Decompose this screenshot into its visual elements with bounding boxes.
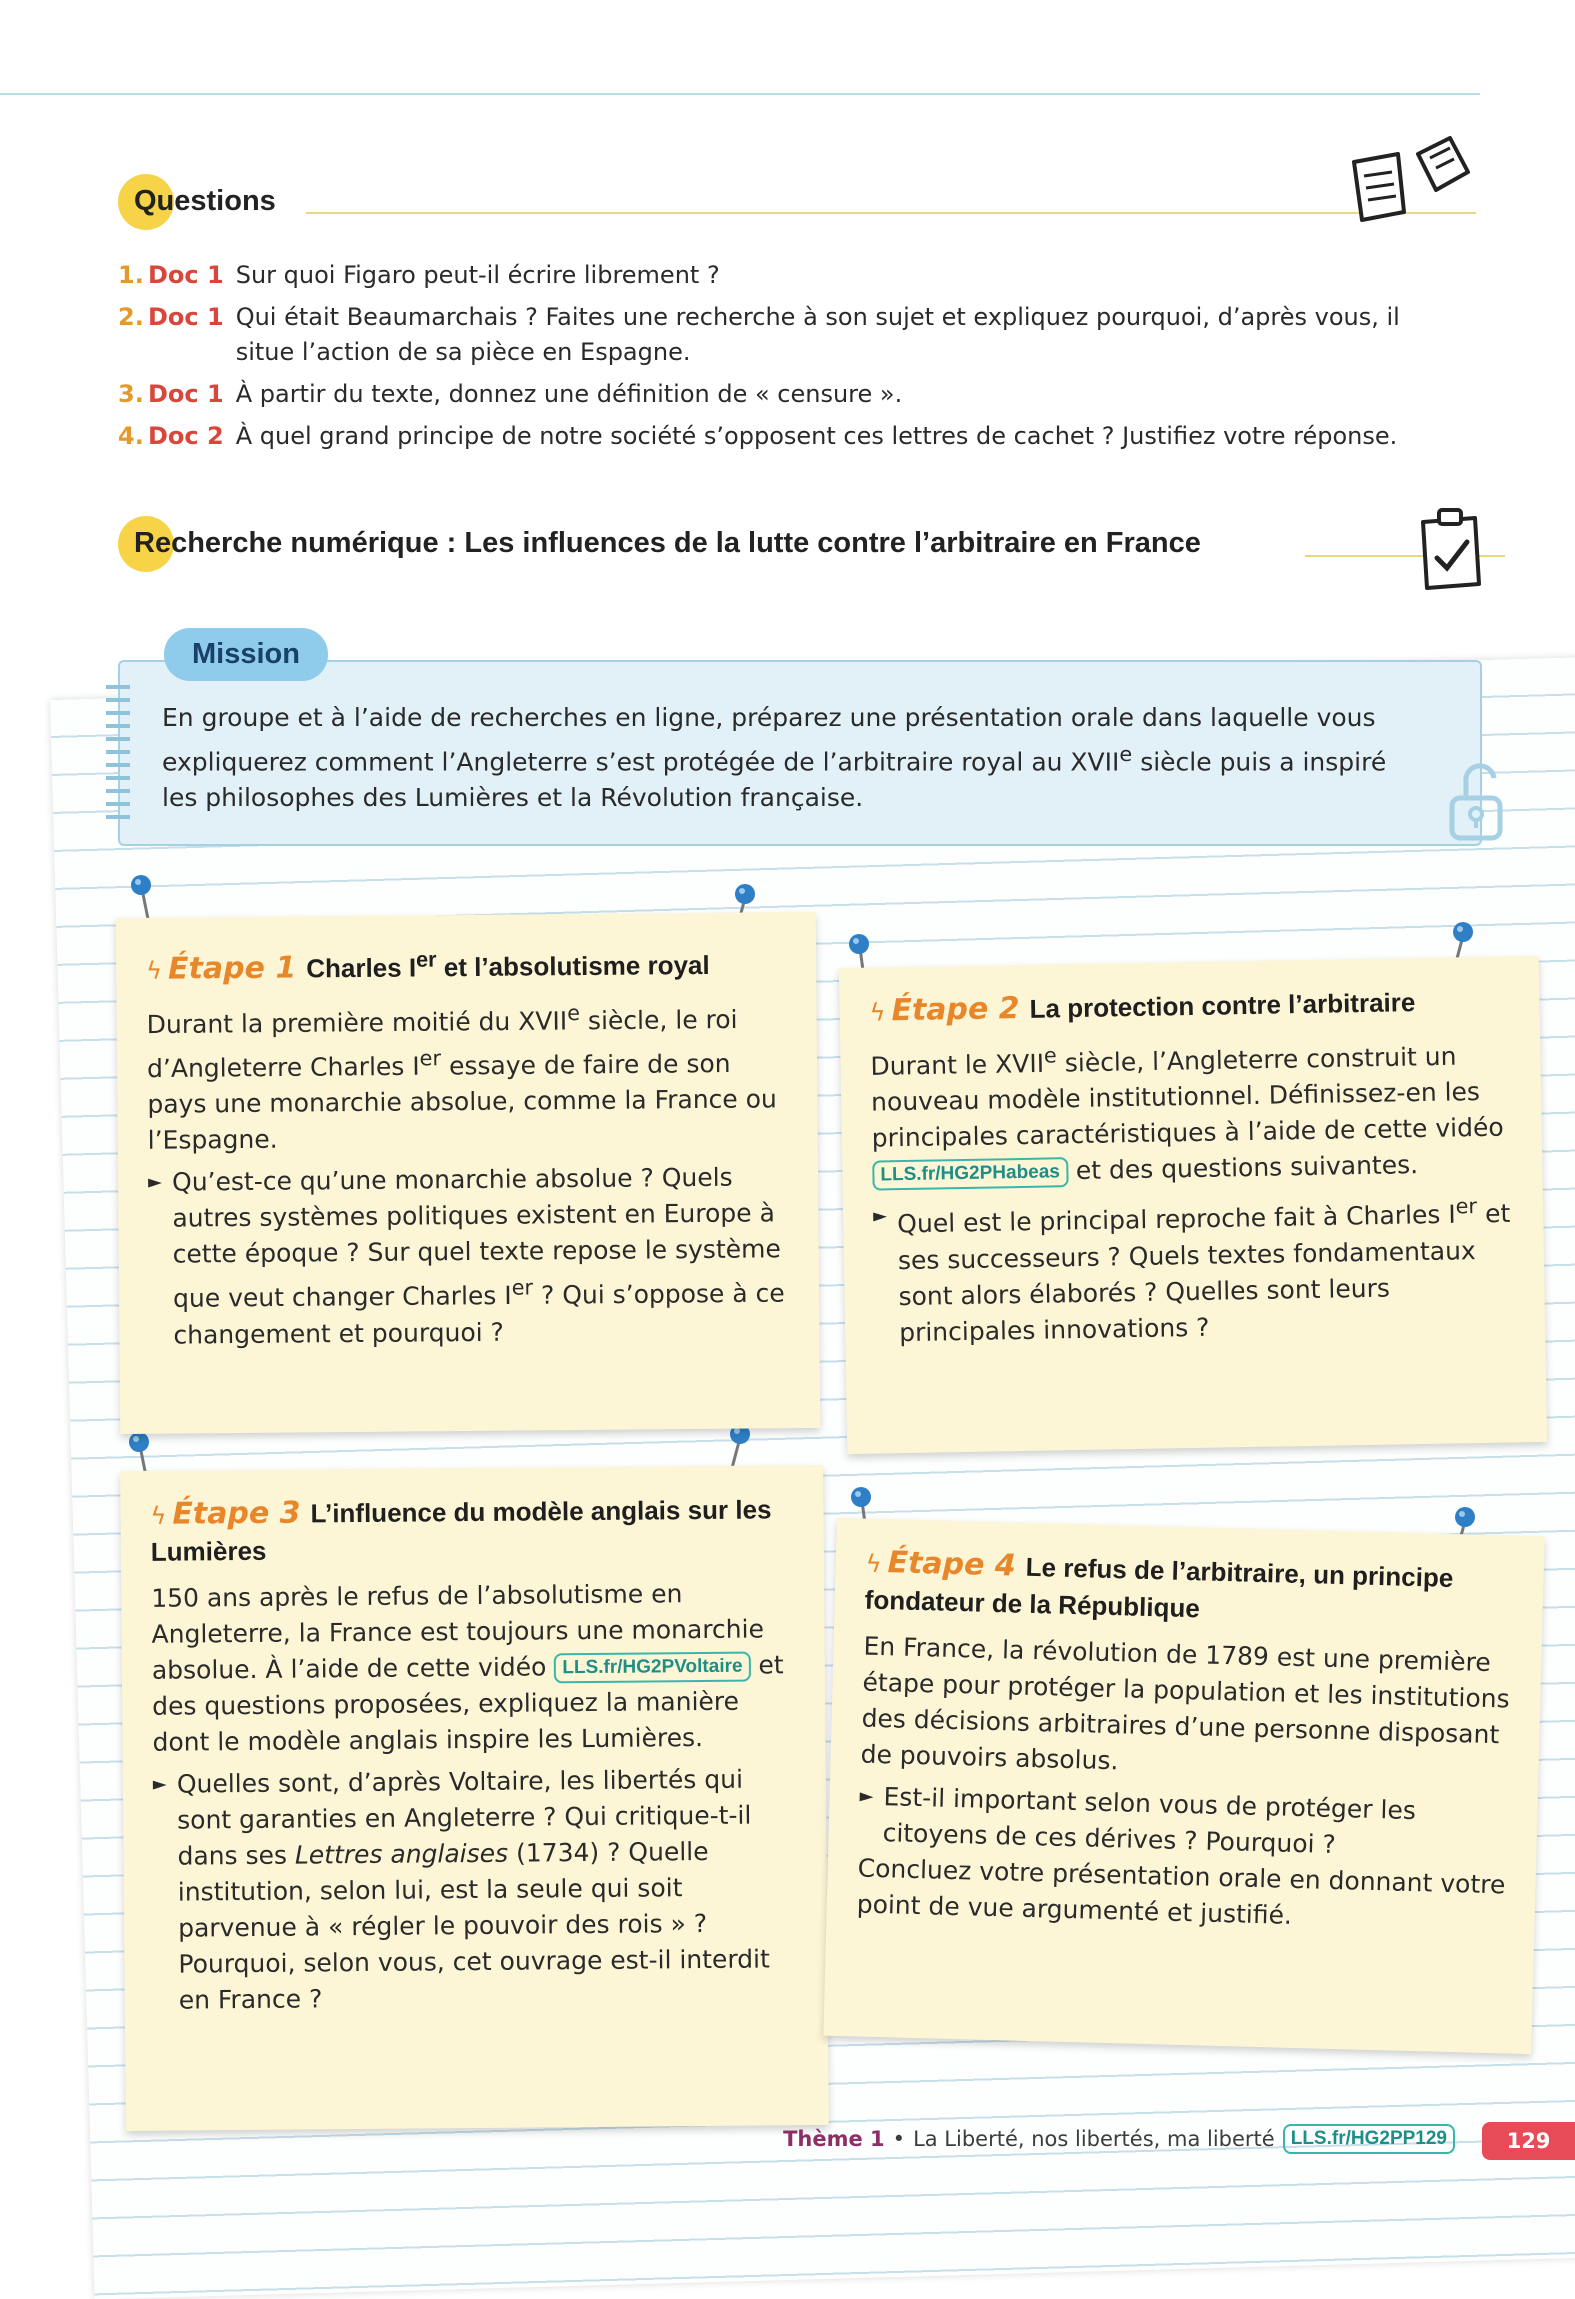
step-paragraph (146, 993, 789, 1159)
text-part: Quel est le principal reproche fait à Charles I (897, 1200, 1456, 1239)
step-title-part: Charles I (306, 952, 417, 984)
text-part: Durant la première moitié du XVII (146, 1006, 568, 1039)
question-text: Sur quoi Figaro peut-il écrire librement ? (235, 261, 720, 289)
step-bullet (873, 1188, 1518, 1352)
superscript: er (415, 946, 437, 972)
step-label: Étape 4 (887, 1545, 1017, 1584)
footer-separator: • (892, 2127, 906, 2151)
step-conclusion: Concluez votre présentation orale en donnant votre point de vue argumenté et justifié. (856, 1853, 1506, 1930)
header-rule (306, 212, 1476, 214)
bullet-text: Est-il important selon vous de protéger les citoyens de ces dérives ? Pourquoi ? (882, 1782, 1417, 1859)
superscript: er (419, 1046, 442, 1071)
question-doc-ref: Doc 1 (148, 261, 224, 289)
superscript: er (1455, 1194, 1478, 1219)
lightning-icon: ϟ (150, 1501, 167, 1530)
footer-link[interactable]: LLS.fr/HG2PP129 (1283, 2124, 1455, 2154)
step-title: La protection contre l’arbitraire (1029, 987, 1416, 1024)
question-text: Qui était Beaumarchais ? Faites une recherche à son sujet et expliquez pourquoi, d’après vous, il situe l’action de sa pièce en Espagne. (235, 303, 1400, 366)
mission-text-part: siècle puis a inspiré les philosophes des Lumières et la Révolution française. (162, 747, 1387, 813)
mission-label: Mission (164, 628, 328, 681)
step-paragraph: En France, la révolution de 1789 est une première étape pour protéger la population et les institutions des décisions arbitraires d’une personne disposant de pouvoirs absolus. (860, 1631, 1511, 1776)
question-item (118, 419, 1458, 454)
footer-theme: Thème 1 (783, 2127, 885, 2151)
step-title: L’influence du modèle anglais sur les Lumières (150, 1494, 772, 1567)
video-link[interactable]: LLS.fr/HG2PHabeas (872, 1158, 1068, 1191)
bullet-text (897, 1188, 1518, 1351)
step-1-note (116, 912, 820, 1434)
mission-text (162, 700, 1390, 816)
pushpin-icon (720, 1422, 754, 1470)
question-number: 4. (118, 422, 144, 450)
unlocked-padlock-icon (1446, 760, 1510, 846)
question-text: À quel grand principe de notre société s’opposent ces lettres de cachet ? Justifiez votre réponse. (235, 422, 1398, 450)
research-header (118, 527, 1201, 560)
footer-subtitle: La Liberté, nos libertés, ma liberté (913, 2127, 1275, 2151)
text-part: siècle, le roi d’Angleterre Charles I (146, 1004, 738, 1084)
question-item (118, 377, 1458, 412)
superscript: er (511, 1275, 534, 1300)
text-part: et des questions suivantes. (1067, 1150, 1419, 1186)
question-text: À partir du texte, donnez une définition de « censure ». (235, 380, 903, 408)
spiral-binding (106, 676, 130, 826)
step-heading (869, 982, 1512, 1030)
step-label: Étape 3 (172, 1495, 301, 1532)
text-part: et ses successeurs ? Quels textes fondamentaux sont alors élaborés ? Quelles sont leurs principales innovations ? (897, 1199, 1511, 1347)
question-number: 3. (118, 380, 144, 408)
bullet-text (177, 1761, 800, 2018)
step-title: Le refus de l’arbitraire, un principe fondateur de la République (864, 1551, 1454, 1624)
step-bullet (153, 1761, 800, 2019)
triangle-bullet-icon: ► (152, 1773, 167, 1795)
step-paragraph (870, 1029, 1515, 1193)
text-part: 150 ans après le refus de l’absolutisme en Angleterre, la France est toujours une monarchie absolue. À l’aide de cette vidéo (151, 1579, 765, 1685)
questions-list (118, 258, 1458, 461)
questions-title: Questions (134, 185, 276, 217)
questions-header (118, 185, 276, 218)
triangle-bullet-icon: ► (872, 1205, 888, 1227)
page-number: 129 (1482, 2122, 1575, 2160)
step-label: Étape 2 (891, 990, 1020, 1029)
lightning-icon: ϟ (869, 998, 886, 1027)
triangle-bullet-icon: ► (859, 1785, 874, 1807)
step-heading (150, 1491, 796, 1571)
question-doc-ref: Doc 1 (148, 380, 224, 408)
book-title: Lettres anglaises (294, 1838, 509, 1870)
page-footer (783, 2124, 1455, 2154)
text-part: Qu’est-ce qu’une monarchie absolue ? Quels autres systèmes politiques existent en Europe à cette époque ? Sur quel texte repose le système que veut changer Charles I (171, 1163, 781, 1314)
question-number: 1. (118, 261, 144, 289)
text-part: Quelles sont, d’après Voltaire, les libertés qui sont garanties en Angleterre ? Qui critique-t-il dans ses (176, 1764, 752, 1871)
question-number: 2. (118, 303, 144, 331)
mission-text-part: En groupe et à l’aide de recherches en ligne, préparez une présentation orale dans laquelle vous expliquerez comment l’Angleterre s’est protégée de l’arbitraire royal au XVII (162, 703, 1376, 777)
superscript: e (1043, 1043, 1057, 1068)
step-paragraph (151, 1575, 798, 1761)
text-part: ? Qui s’oppose à ce changement et pourquoi ? (173, 1278, 785, 1350)
video-link[interactable]: LLS.fr/HG2PVoltaire (554, 1652, 750, 1684)
step-heading (864, 1545, 1516, 1636)
step-title (306, 946, 710, 984)
lightning-icon: ϟ (146, 956, 163, 985)
research-title: Recherche numérique : Les influences de la lutte contre l’arbitraire en France (134, 527, 1201, 559)
question-item (118, 300, 1458, 370)
step-heading (146, 938, 788, 988)
question-doc-ref: Doc 2 (148, 422, 224, 450)
text-part: siècle, l’Angleterre construit un nouveau modèle institutionnel. Définissez-en les principales caractéristiques à l’aide de cette vidéo (870, 1041, 1504, 1153)
step-bullet (148, 1160, 792, 1354)
bullet-text (172, 1160, 792, 1354)
text-part: (1734) ? Quelle institution, selon lui, est la seule qui soit parvenue à « régler le pouvoir des rois » ? Pourquoi, selon vous, cet ouvrage est-il interdit en France ? (177, 1836, 770, 2015)
step-label: Étape 1 (167, 950, 297, 987)
superscript: e (567, 1000, 581, 1025)
clipboard-check-icon (1415, 506, 1485, 592)
step-3-note (120, 1465, 829, 2131)
lightning-icon: ϟ (865, 1549, 882, 1579)
triangle-bullet-icon: ► (147, 1171, 163, 1194)
text-part: et des questions proposées, expliquez la manière dont le modèle anglais inspire les Lumières. (152, 1650, 784, 1757)
question-doc-ref: Doc 1 (148, 303, 224, 331)
step-title-part: et l’absolutisme royal (436, 949, 710, 982)
text-part: Durant le XVII (870, 1048, 1045, 1081)
text-part: essaye de faire de son pays une monarchie absolue, comme la France ou l’Espagne. (147, 1049, 777, 1156)
papers-icon (1350, 132, 1485, 227)
mission-box (118, 638, 1482, 846)
step-2-note (839, 956, 1547, 1454)
top-rule (0, 93, 1480, 95)
question-item (118, 258, 1458, 293)
pushpin-icon (128, 873, 162, 921)
superscript: e (1119, 742, 1133, 766)
step-4-note (823, 1518, 1544, 2054)
